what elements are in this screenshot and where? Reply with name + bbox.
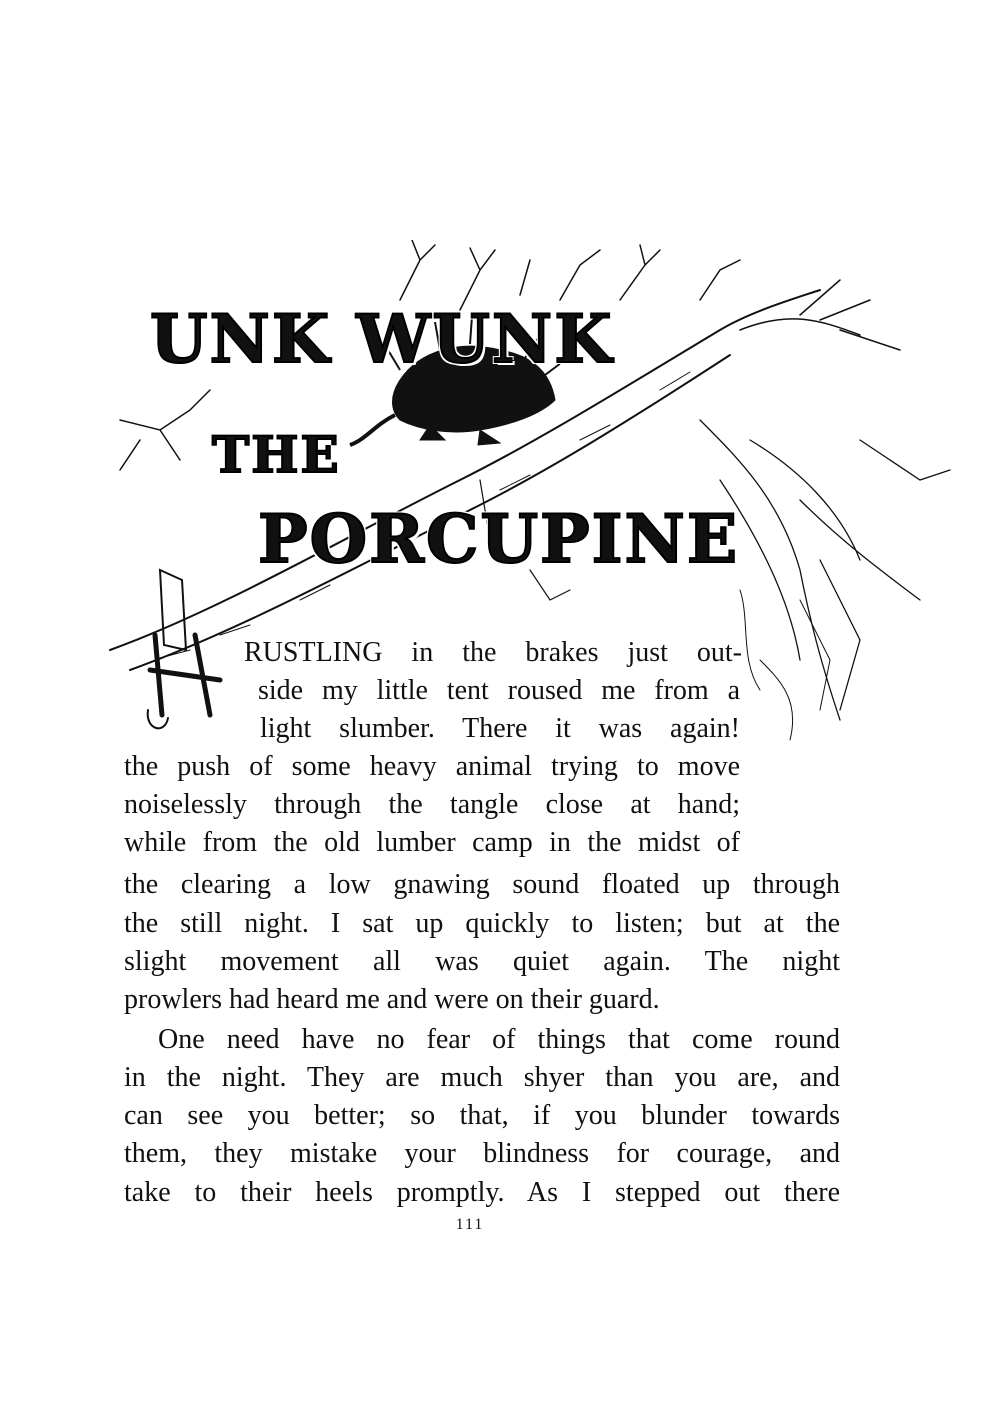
paragraph-1-line-3: light slumber. There it was again! bbox=[260, 713, 740, 744]
paragraph-1-line-8: the still night. I sat up quickly to listen; but at the bbox=[124, 908, 840, 939]
paragraph-1-line-9: slight movement all was quiet again. The night bbox=[124, 946, 840, 977]
paragraph-2-line-1: One need have no fear of things that come round bbox=[158, 1024, 840, 1055]
paragraph-2-line-2: in the night. They are much shyer than you are, and bbox=[124, 1062, 840, 1093]
paragraph-1-line-6: while from the old lumber camp in the midst of bbox=[124, 827, 740, 858]
paragraph-1-line-1: RUSTLING in the brakes just out- bbox=[244, 637, 742, 668]
paragraph-2-line-4: them, they mistake your blindness for courage, and bbox=[124, 1138, 840, 1169]
title-porcupine: PORCUPINE bbox=[258, 500, 740, 578]
paragraph-1-line-4: the push of some heavy animal trying to move bbox=[124, 751, 740, 782]
paragraph-1-line-7: the clearing a low gnawing sound floated up through bbox=[124, 869, 840, 900]
paragraph-1-line-10: prowlers had heard me and were on their guard. bbox=[124, 984, 660, 1015]
paragraph-1-line-2: side my little tent roused me from a bbox=[258, 675, 740, 706]
paragraph-1-line-5: noiselessly through the tangle close at hand; bbox=[124, 789, 740, 820]
paragraph-2-line-5: take to their heels promptly. As I stepped out there bbox=[124, 1177, 840, 1208]
title-the: THE bbox=[212, 425, 341, 484]
paragraph-2-line-3: can see you better; so that, if you blunder towards bbox=[124, 1100, 840, 1131]
drop-cap-a-left-stick bbox=[155, 635, 162, 715]
title-unk-wunk: UNK WUNK bbox=[150, 300, 614, 378]
page-number: 111 bbox=[455, 1216, 485, 1233]
